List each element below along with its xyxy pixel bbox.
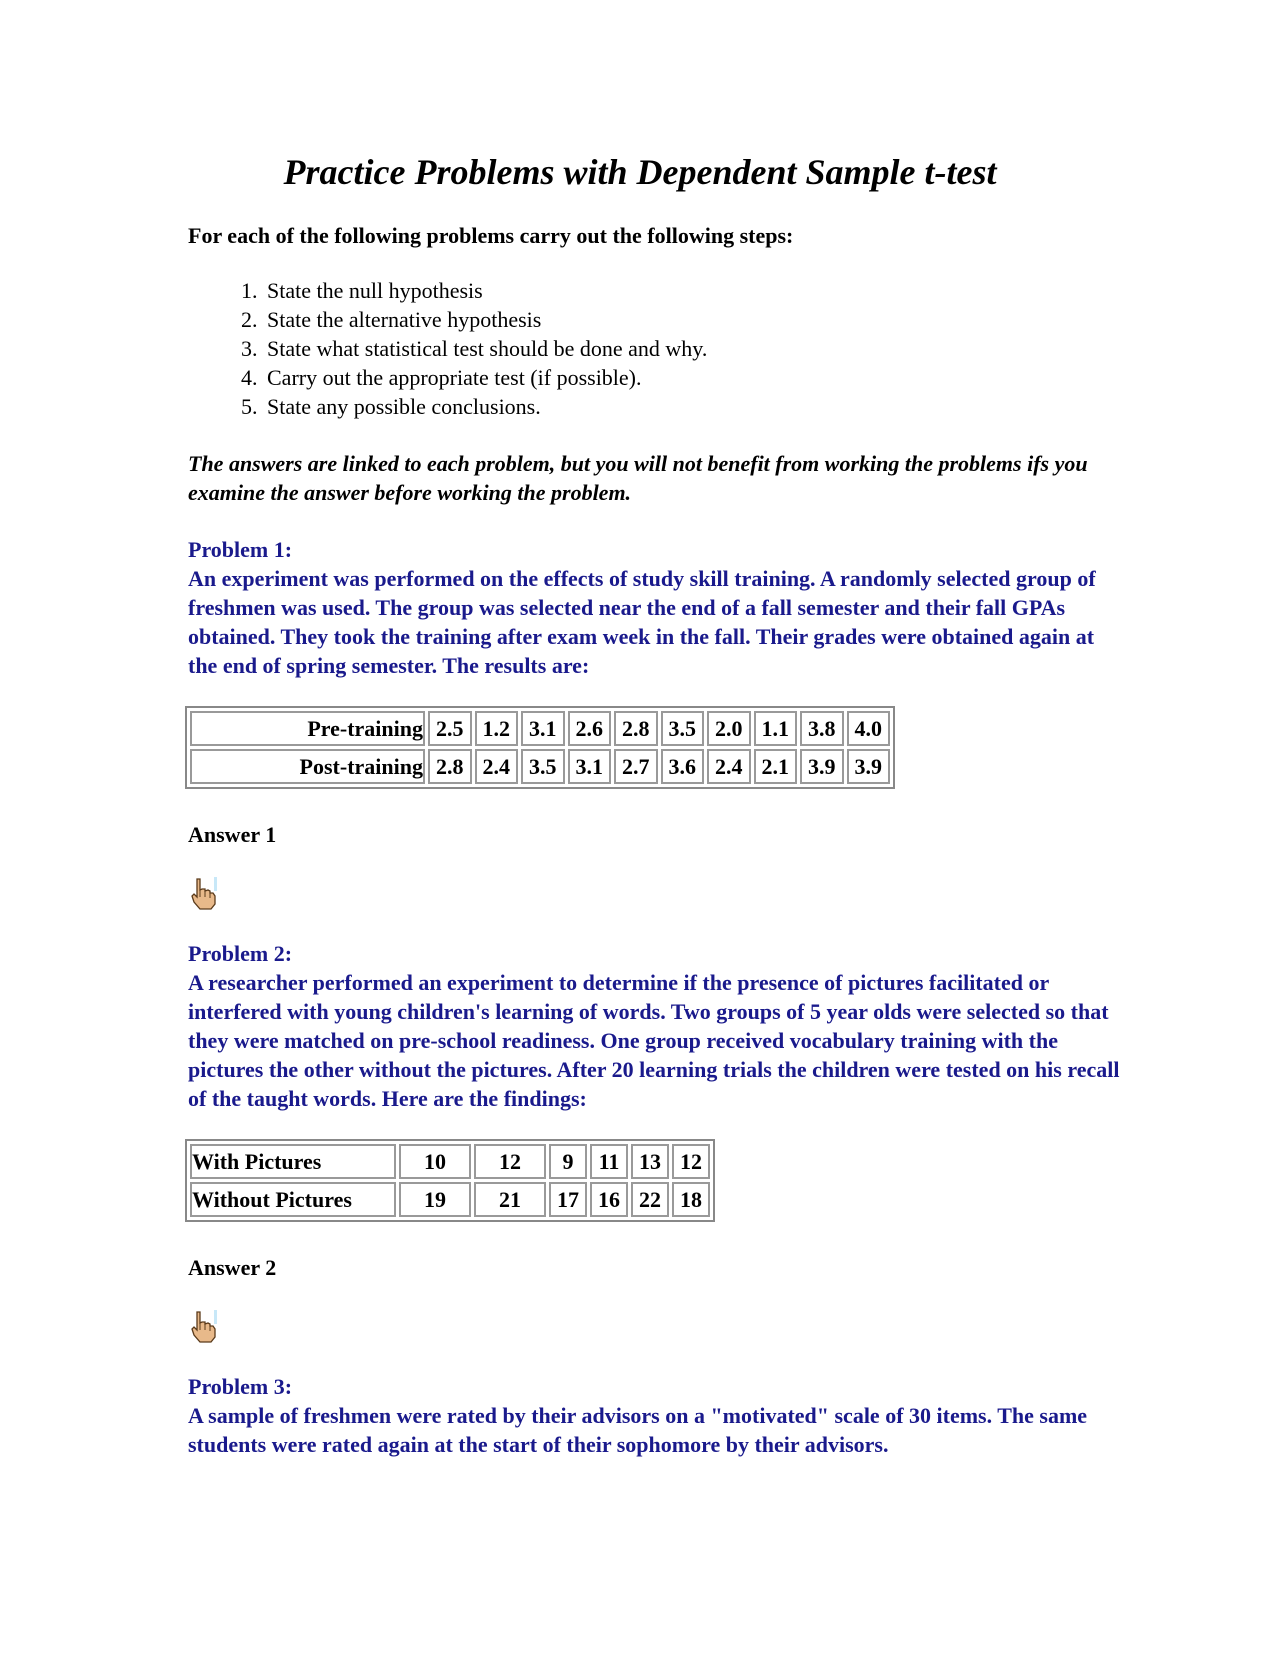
instructions-intro: For each of the following problems carry out the following steps:	[188, 223, 794, 248]
table-cell: 1.2	[475, 711, 519, 746]
problem-2-table	[185, 1139, 715, 1222]
page-title: Practice Problems with Dependent Sample t-test	[283, 152, 997, 192]
table-cell: 2.8	[614, 711, 658, 746]
problem-1-table	[185, 706, 895, 789]
problem-2-text: A researcher performed an experiment to determine if the presence of pictures facilitated or interfered with young children's learning of words. Two groups of 5 year olds were selected so that they were matched on pre-school readiness. One group received vocabulary training with the pictures the other without the pictures. After 20 learning trials the children were tested on his recall of the taught words. Here are the findings:	[188, 970, 1120, 1111]
table-cell: 9	[549, 1144, 587, 1179]
step-item: 5. State any possible conclusions.	[263, 392, 1128, 421]
answer-1-label: Answer 1	[188, 822, 277, 847]
table-cell: 3.1	[568, 749, 612, 784]
step-item: 2. State the alternative hypothesis	[263, 305, 1128, 334]
table-cell: 18	[672, 1182, 710, 1217]
table-cell: 2.4	[707, 749, 751, 784]
table-cell: 2.1	[754, 749, 798, 784]
table-cell: 16	[590, 1182, 628, 1217]
table-cell: 22	[631, 1182, 669, 1217]
table-cell: 3.8	[800, 711, 844, 746]
table-cell: 12	[672, 1144, 710, 1179]
table-cell: 11	[590, 1144, 628, 1179]
table-cell: 2.4	[475, 749, 519, 784]
step-item: 4. Carry out the appropriate test (if possible).	[263, 363, 1128, 392]
table-cell: 10	[399, 1144, 471, 1179]
problem-3-text: A sample of freshmen were rated by their advisors on a "motivated" scale of 30 items. The same students were rated again at the start of their sophomore by their advisors.	[188, 1403, 1088, 1457]
problem-3-heading: Problem 3:	[188, 1374, 293, 1399]
table-cell: 3.9	[800, 749, 844, 784]
table-cell: 3.6	[661, 749, 705, 784]
pointing-hand-icon[interactable]	[188, 875, 218, 911]
answers-note: The answers are linked to each problem, but you will not benefit from working the problems ifs you examine the answer before working the problem.	[188, 451, 1088, 505]
table-cell: 3.5	[521, 749, 565, 784]
problem-1-heading: Problem 1:	[188, 537, 293, 562]
table-row	[190, 749, 890, 784]
step-item: 1. State the null hypothesis	[263, 276, 1128, 305]
row-label: Pre-training	[190, 711, 425, 746]
table-cell: 2.6	[568, 711, 612, 746]
table-cell: 12	[474, 1144, 546, 1179]
table-cell: 13	[631, 1144, 669, 1179]
table-cell: 3.9	[847, 749, 891, 784]
table-cell: 1.1	[754, 711, 798, 746]
steps-list	[188, 276, 1128, 421]
table-cell: 3.1	[521, 711, 565, 746]
document-page	[188, 150, 1128, 1459]
table-row	[190, 1144, 710, 1179]
step-item: 3. State what statistical test should be done and why.	[263, 334, 1128, 363]
table-row	[190, 711, 890, 746]
table-cell: 2.8	[428, 749, 472, 784]
row-label: Post-training	[190, 749, 425, 784]
pointing-hand-icon[interactable]	[188, 1308, 218, 1344]
table-cell: 2.5	[428, 711, 472, 746]
table-cell: 21	[474, 1182, 546, 1217]
table-cell: 2.7	[614, 749, 658, 784]
table-cell: 3.5	[661, 711, 705, 746]
table-cell: 19	[399, 1182, 471, 1217]
problem-2-heading: Problem 2:	[188, 941, 293, 966]
table-cell: 17	[549, 1182, 587, 1217]
problem-1-text: An experiment was performed on the effects of study skill training. A randomly selected group of freshmen was used. The group was selected near the end of a fall semester and their fall GPAs obtained. They took the training after exam week in the fall. Their grades were obtained again at the end of spring semester. The results are:	[188, 566, 1096, 678]
row-label: Without Pictures	[190, 1182, 396, 1217]
table-cell: 2.0	[707, 711, 751, 746]
table-cell: 4.0	[847, 711, 891, 746]
table-row	[190, 1182, 710, 1217]
answer-2-label: Answer 2	[188, 1255, 277, 1280]
row-label: With Pictures	[190, 1144, 396, 1179]
